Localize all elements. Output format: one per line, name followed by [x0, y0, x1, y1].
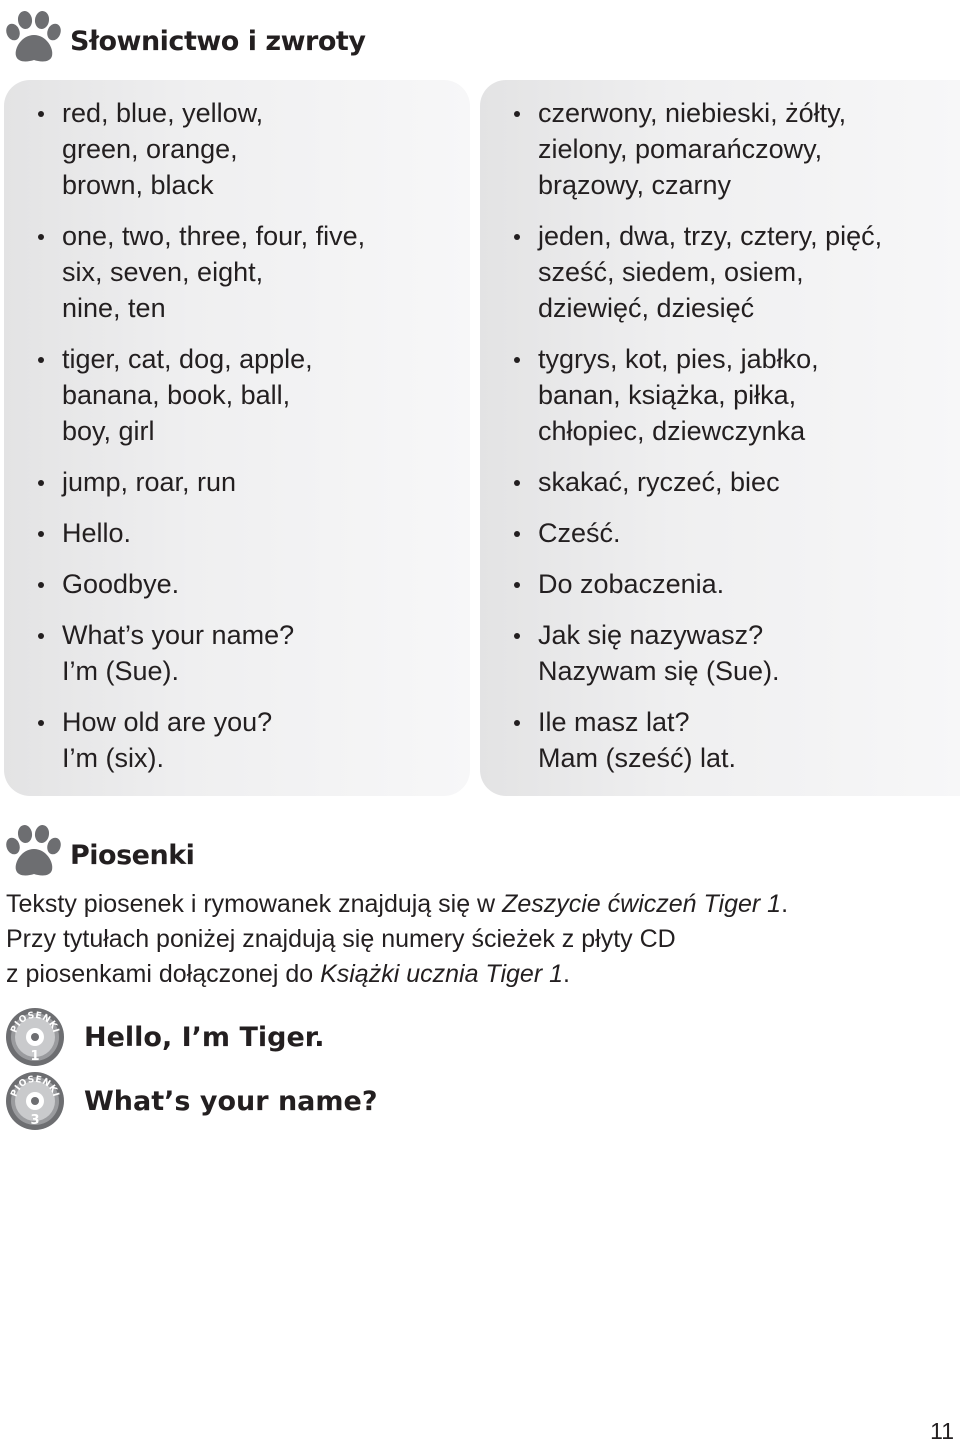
list-item: Cześć.	[538, 515, 882, 551]
list-item: tiger, cat, dog, apple, banana, book, ball, boy, girl	[62, 341, 365, 449]
intro-text: .	[563, 960, 570, 988]
list-item: Hello.	[62, 515, 365, 551]
cd-icon	[4, 1006, 66, 1068]
list-item: jeden, dwa, trzy, cztery, pięć, sześć, siedem, osiem, dziewięć, dziesięć	[538, 218, 882, 326]
intro-line	[6, 957, 788, 992]
section-title: Piosenki	[70, 839, 195, 871]
intro-line	[6, 887, 788, 922]
list-item: Goodbye.	[62, 566, 365, 602]
list-item: red, blue, yellow, green, orange, brown, black	[62, 95, 365, 203]
vocab-section-heading	[4, 8, 365, 68]
list-item: czerwony, niebieski, żółty, zielony, pomarańczowy, brązowy, czarny	[538, 95, 882, 203]
intro-line: Przy tytułach poniżej znajdują się numery ścieżek z płyty CD	[6, 925, 676, 953]
section-title: Słownictwo i zwroty	[70, 25, 366, 57]
song-title: What’s your name?	[84, 1085, 378, 1117]
english-vocab-list	[62, 95, 365, 791]
intro-text: Teksty piosenek i rymowanek znajdują się w	[6, 890, 503, 918]
list-item: Ile masz lat? Mam (sześć) lat.	[538, 704, 882, 776]
polish-vocab-list	[538, 95, 882, 791]
page-number: 11	[930, 1418, 954, 1444]
workbook-title: Zeszycie ćwiczeń Tiger 1	[502, 890, 782, 918]
polish-vocab-panel	[480, 80, 960, 796]
track-number: 1	[30, 1049, 40, 1064]
song-title: Hello, I’m Tiger.	[84, 1021, 325, 1053]
song-item	[4, 1006, 325, 1068]
song-item	[4, 1070, 378, 1132]
list-item: skakać, ryczeć, biec	[538, 464, 882, 500]
coursebook-title: Książki ucznia Tiger 1	[320, 960, 564, 988]
list-item: one, two, three, four, five, six, seven, eight, nine, ten	[62, 218, 365, 326]
english-vocab-panel	[4, 80, 470, 796]
track-number: 3	[30, 1113, 40, 1128]
paw-icon	[4, 8, 64, 68]
list-item: Do zobaczenia.	[538, 566, 882, 602]
paw-icon	[4, 822, 64, 882]
intro-text: z piosenkami dołączonej do	[6, 960, 321, 988]
list-item: How old are you? I’m (six).	[62, 704, 365, 776]
list-item: What’s your name? I’m (Sue).	[62, 617, 365, 689]
intro-text: .	[781, 890, 789, 918]
list-item: jump, roar, run	[62, 464, 365, 500]
cd-label: PIOSENKI	[9, 1074, 61, 1099]
songs-section-heading	[4, 822, 194, 882]
songs-intro	[6, 887, 788, 992]
cd-icon	[4, 1070, 66, 1132]
list-item: Jak się nazywasz? Nazywam się (Sue).	[538, 617, 882, 689]
cd-label: PIOSENKI	[9, 1010, 61, 1035]
list-item: tygrys, kot, pies, jabłko, banan, książka, piłka, chłopiec, dziewczynka	[538, 341, 882, 449]
